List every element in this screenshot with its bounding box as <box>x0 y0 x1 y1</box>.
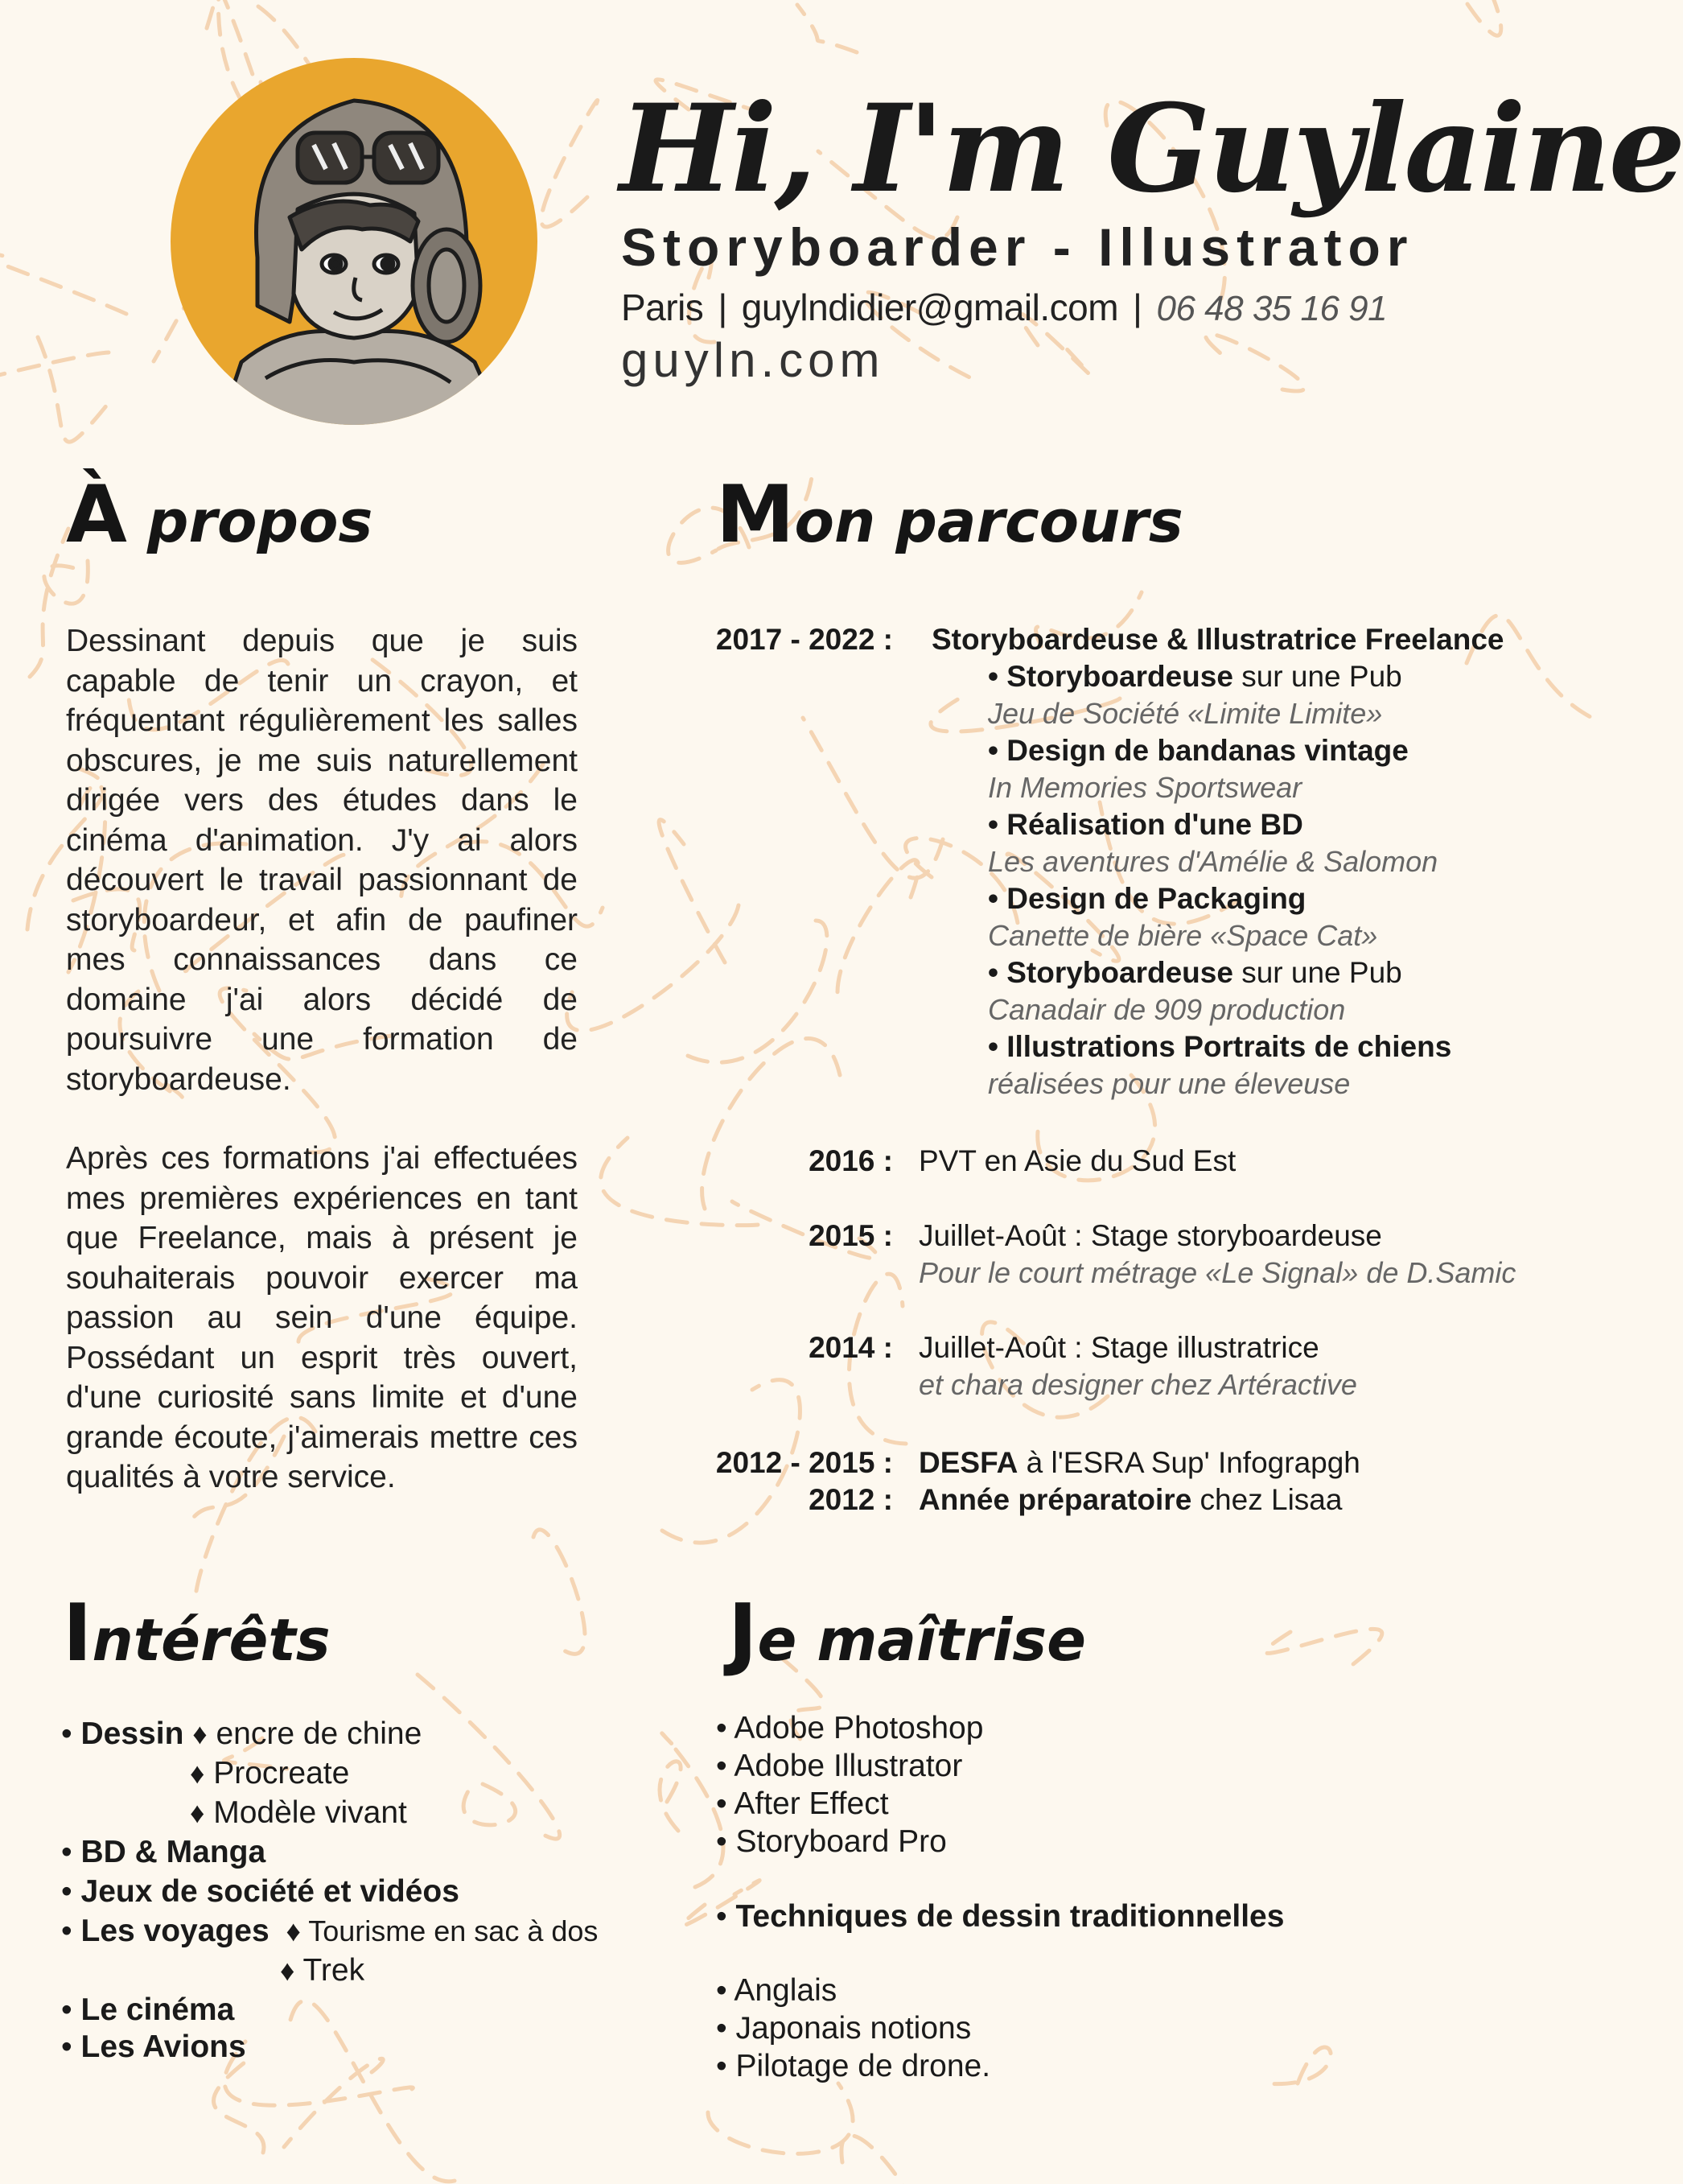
interest-subitem: ♦ Procreate <box>190 1756 350 1790</box>
contact-city: Paris <box>621 286 704 328</box>
greeting-title: Hi, I'm Guylaine <box>619 78 1683 220</box>
squiggle-line <box>463 1784 516 1825</box>
interest-item: • Dessin ♦ encre de chine <box>61 1716 422 1751</box>
interest-item: • Les voyages ♦ Tourisme en sac à dos <box>61 1914 599 1948</box>
squiggle-line <box>842 2136 927 2184</box>
interest-subitem: ♦ Trek <box>280 1953 365 1988</box>
about-paragraph: Dessinant depuis que je suis capable de tenir un crayon, et fréquentant régulièrement les salles obscures, je me suis naturellement dirigée vers des études dans le cinéma d'animation. J'y ai alors découvert le travail passionnant de storyboardeur, et afin de paufiner mes connaissances dans ce domaine j'ai alors décidé de poursuivre une formation de storyboardeuse. <box>66 624 578 1097</box>
timeline-entry: Juillet-Août : Stage illustratrice <box>919 1331 1319 1364</box>
about-title: À propos <box>66 469 373 561</box>
squiggle-line <box>660 1762 681 1831</box>
contact-phone[interactable]: 06 48 35 16 91 <box>1156 289 1388 328</box>
squiggle-line <box>418 1675 560 1839</box>
interest-item: • BD & Manga <box>61 1835 266 1869</box>
skill-item: • Japonais notions <box>716 2011 972 2046</box>
timeline-item-sub: réalisées pour une éleveuse <box>988 1067 1351 1100</box>
avatar <box>169 56 539 426</box>
timeline-item-sub: Canette de bière «Space Cat» <box>988 919 1378 952</box>
squiggle-line <box>708 2083 853 2153</box>
squiggle-line <box>44 561 88 604</box>
timeline-item-sub: Jeu de Société «Limite Limite» <box>988 697 1383 730</box>
squiggle-line <box>541 100 598 226</box>
squiggle-line <box>803 718 943 878</box>
separator: | <box>1133 286 1142 328</box>
squiggle-line <box>0 250 126 314</box>
timeline-item: • Design de Packaging <box>988 882 1306 915</box>
squiggle-line <box>837 860 919 992</box>
interest-item: • Les Avions <box>61 2029 246 2064</box>
timeline-year: 2016 : <box>809 1144 893 1177</box>
timeline-item: • Réalisation d'une BD <box>988 808 1303 841</box>
job-subtitle: Storyboarder - Illustrator <box>621 217 1414 277</box>
squiggle-line <box>659 820 725 962</box>
timeline-entry-sub: et chara designer chez Artéractive <box>919 1368 1357 1401</box>
timeline-item: • Storyboardeuse sur une Pub <box>988 956 1402 989</box>
website-link[interactable]: guyln.com <box>621 333 885 387</box>
timeline-item-sub: Les aventures d'Amélie & Salomon <box>988 845 1438 878</box>
squiggle-line <box>1206 334 1305 391</box>
squiggle-line <box>290 2001 455 2182</box>
squiggle-line <box>533 1530 585 1654</box>
contact-line <box>621 285 1387 332</box>
timeline-entry: PVT en Asie du Sud Est <box>919 1144 1237 1177</box>
timeline-year: 2017 - 2022 : <box>715 623 893 656</box>
squiggle-line <box>797 5 857 52</box>
parcours-title: Mon parcours <box>716 469 1183 561</box>
interets-title: Intérêts <box>63 1588 331 1679</box>
squiggle-line <box>30 529 68 677</box>
contact-email[interactable]: guylndidier@gmail.com <box>741 286 1119 328</box>
squiggle-line <box>224 2042 413 2105</box>
squiggle-line <box>1405 0 1501 35</box>
squiggle-line <box>688 921 827 1062</box>
timeline-year: 2012 : <box>809 1483 893 1516</box>
timeline-entry: Année préparatoire chez Lisaa <box>919 1483 1343 1516</box>
squiggle-line <box>662 1733 723 1887</box>
skill-item: • Adobe Photoshop <box>716 1711 984 1745</box>
timeline-entry-sub: Pour le court métrage «Le Signal» de D.Samic <box>919 1256 1516 1289</box>
skill-item: • Pilotage de drone. <box>716 2049 991 2083</box>
maitrise-title: Je maîtrise <box>728 1588 1086 1679</box>
timeline-year: 2014 : <box>809 1331 893 1364</box>
interest-subitem: ♦ Modèle vivant <box>190 1795 407 1830</box>
timeline-item: • Storyboardeuse sur une Pub <box>988 660 1402 693</box>
timeline-entry: Juillet-Août : Stage storyboardeuse <box>919 1219 1382 1252</box>
timeline-title: Storyboardeuse & Illustratrice Freelance <box>932 623 1504 656</box>
squiggle-line <box>1265 1629 1381 1664</box>
separator: | <box>718 286 727 328</box>
interest-item: • Le cinéma <box>61 1992 235 2027</box>
interest-item: • Jeux de société et vidéos <box>61 1874 459 1909</box>
timeline-year: 2012 - 2015 : <box>715 1446 893 1479</box>
timeline-item-sub: Canadair de 909 production <box>988 993 1346 1026</box>
skill-item: • Adobe Illustrator <box>716 1749 963 1783</box>
about-paragraph: Après ces formations j'ai effectuées mes premières expériences en tant que Freelance, mais à présent je souhaiterais pouvoir exercer ma passion au sein d'une équipe. Possédant un esprit très ouvert, d'une curiosité sans limite et d'une grande écoute, j'aimerais mettre ces qualités à votre service. <box>66 1141 578 1494</box>
about-text <box>66 621 578 1537</box>
skill-item: • Anglais <box>716 1973 837 2008</box>
squiggle-line <box>1265 2047 1331 2084</box>
skill-item: • Storyboard Pro <box>716 1824 947 1859</box>
squiggle-line <box>213 2062 264 2153</box>
timeline-item: • Design de bandanas vintage <box>988 734 1409 767</box>
timeline-year: 2015 : <box>809 1219 893 1252</box>
skill-item: • After Effect <box>716 1786 889 1821</box>
timeline-item: • Illustrations Portraits de chiens <box>988 1030 1452 1063</box>
skill-item: • Techniques de dessin traditionnelles <box>716 1899 1285 1934</box>
timeline-entry: DESFA à l'ESRA Sup' Infograpgh <box>919 1446 1360 1479</box>
timeline-item-sub: In Memories Sportswear <box>988 771 1302 804</box>
